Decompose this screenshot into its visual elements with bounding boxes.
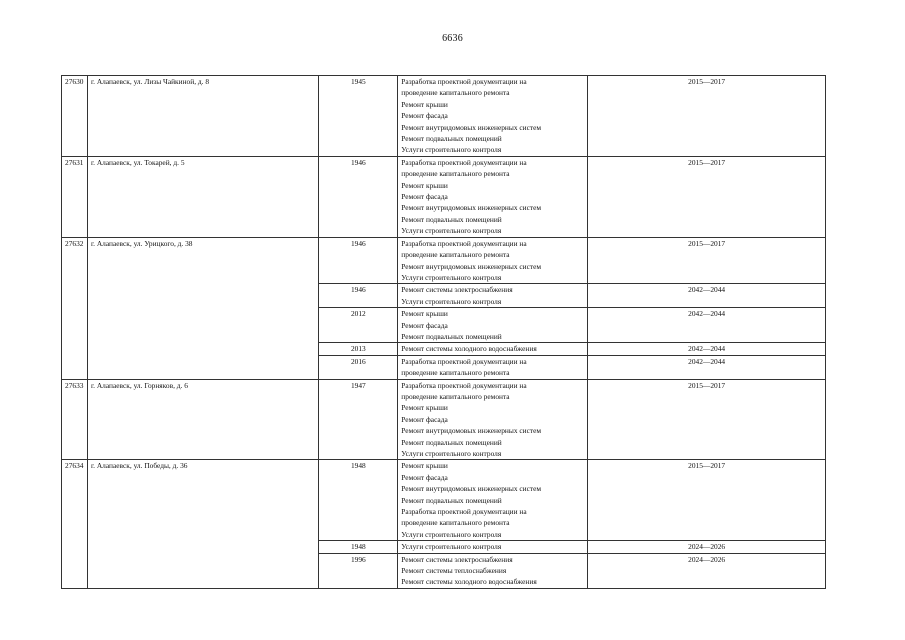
- work-item: Ремонт внутридомовых инженерных систем: [401, 426, 542, 436]
- period-cell: 2015—2017: [588, 156, 826, 237]
- building-address: г. Алапаевск, ул. Лизы Чайкиной, д. 8: [87, 76, 318, 157]
- work-item: проведение капитального ремонта: [401, 88, 510, 98]
- record-number: 27630: [62, 76, 88, 157]
- work-item: проведение капитального ремонта: [401, 368, 510, 378]
- year-cell: 2013: [319, 343, 398, 355]
- works-cell: [398, 553, 588, 588]
- work-item: Ремонт крыши: [401, 180, 448, 190]
- year-cell: 1948: [319, 460, 398, 541]
- work-item: Ремонт подвальных помещений: [401, 437, 502, 447]
- works-cell: [398, 284, 588, 308]
- period-cell: 2015—2017: [588, 460, 826, 541]
- work-item: проведение капитального ремонта: [401, 391, 510, 401]
- building-address: г. Алапаевск, ул. Урицкого, д. 38: [87, 237, 318, 379]
- period-cell: 2024—2026: [588, 541, 826, 553]
- works-cell: [398, 355, 588, 379]
- work-item: Ремонт системы электроснабжения: [401, 554, 513, 564]
- work-item: Ремонт крыши: [401, 461, 448, 471]
- table-row: [62, 76, 826, 157]
- work-item: Ремонт фасада: [401, 192, 448, 202]
- work-item: Ремонт фасада: [401, 472, 448, 482]
- period-cell: 2015—2017: [588, 76, 826, 157]
- work-item: проведение капитального ремонта: [401, 518, 510, 528]
- year-cell: 2016: [319, 355, 398, 379]
- year-cell: 1946: [319, 237, 398, 284]
- year-cell: 1947: [319, 379, 398, 460]
- repair-schedule-table: [61, 75, 826, 589]
- record-number: 27633: [62, 379, 88, 460]
- work-item: Ремонт подвальных помещений: [401, 495, 502, 505]
- year-cell: 1945: [319, 76, 398, 157]
- work-item: Разработка проектной документации на: [401, 238, 527, 248]
- works-cell: [398, 460, 588, 541]
- year-cell: 1996: [319, 553, 398, 588]
- period-cell: 2042—2044: [588, 284, 826, 308]
- page-number: 6636: [442, 33, 463, 44]
- work-item: Разработка проектной документации на: [401, 77, 527, 86]
- work-item: Услуги строительного контроля: [401, 529, 502, 539]
- work-item: Услуги строительного контроля: [401, 226, 502, 236]
- record-number: 27631: [62, 156, 88, 237]
- work-item: Ремонт фасада: [401, 111, 448, 121]
- work-item: Услуги строительного контроля: [401, 542, 502, 552]
- work-item: Ремонт внутридомовых инженерных систем: [401, 484, 542, 494]
- works-cell: [398, 308, 588, 343]
- table-body: [62, 76, 826, 589]
- work-item: Услуги строительного контроля: [401, 449, 502, 458]
- building-address: г. Алапаевск, ул. Победы, д. 36: [87, 460, 318, 588]
- work-item: проведение капитального ремонта: [401, 169, 510, 179]
- work-item: Ремонт внутридомовых инженерных систем: [401, 203, 542, 213]
- table-row: [62, 460, 826, 541]
- building-address: г. Алапаевск, ул. Токарей, д. 5: [87, 156, 318, 237]
- period-cell: 2015—2017: [588, 237, 826, 284]
- work-item: Ремонт системы холодного водоснабжения: [401, 577, 537, 587]
- work-item: Ремонт подвальных помещений: [401, 331, 502, 341]
- work-item: Услуги строительного контроля: [401, 296, 502, 306]
- works-cell: [398, 343, 588, 355]
- work-item: Разработка проектной документации на: [401, 507, 527, 517]
- work-item: Ремонт крыши: [401, 99, 448, 109]
- year-cell: 1946: [319, 156, 398, 237]
- work-item: Услуги строительного контроля: [401, 272, 502, 282]
- works-cell: [398, 237, 588, 284]
- work-item: Разработка проектной документации на: [401, 380, 527, 390]
- works-cell: [398, 156, 588, 237]
- record-number: 27632: [62, 237, 88, 379]
- work-item: проведение капитального ремонта: [401, 250, 510, 260]
- period-cell: 2024—2026: [588, 553, 826, 588]
- record-number: 27634: [62, 460, 88, 588]
- work-item: Разработка проектной документации на: [401, 356, 527, 366]
- work-item: Ремонт внутридомовых инженерных систем: [401, 261, 542, 271]
- table-row: [62, 237, 826, 284]
- work-item: Ремонт системы холодного водоснабжения: [401, 344, 537, 354]
- period-cell: 2042—2044: [588, 355, 826, 379]
- work-item: Ремонт системы электроснабжения: [401, 285, 513, 295]
- year-cell: 1948: [319, 541, 398, 553]
- table-row: [62, 156, 826, 237]
- work-item: Услуги строительного контроля: [401, 145, 502, 155]
- year-cell: 2012: [319, 308, 398, 343]
- year-cell: 1946: [319, 284, 398, 308]
- work-item: Разработка проектной документации на: [401, 157, 527, 167]
- period-cell: 2042—2044: [588, 343, 826, 355]
- works-cell: [398, 379, 588, 460]
- building-address: г. Алапаевск, ул. Горняков, д. 6: [87, 379, 318, 460]
- work-item: Ремонт фасада: [401, 414, 448, 424]
- period-cell: 2015—2017: [588, 379, 826, 460]
- work-item: Ремонт системы теплоснабжения: [401, 566, 507, 576]
- works-cell: [398, 541, 588, 553]
- table-row: [62, 379, 826, 460]
- work-item: Ремонт фасада: [401, 320, 448, 330]
- work-item: Ремонт внутридомовых инженерных систем: [401, 122, 542, 132]
- period-cell: 2042—2044: [588, 308, 826, 343]
- work-item: Ремонт подвальных помещений: [401, 214, 502, 224]
- work-item: Ремонт крыши: [401, 309, 448, 319]
- works-cell: [398, 76, 588, 157]
- work-item: Ремонт крыши: [401, 403, 448, 413]
- work-item: Ремонт подвальных помещений: [401, 134, 502, 144]
